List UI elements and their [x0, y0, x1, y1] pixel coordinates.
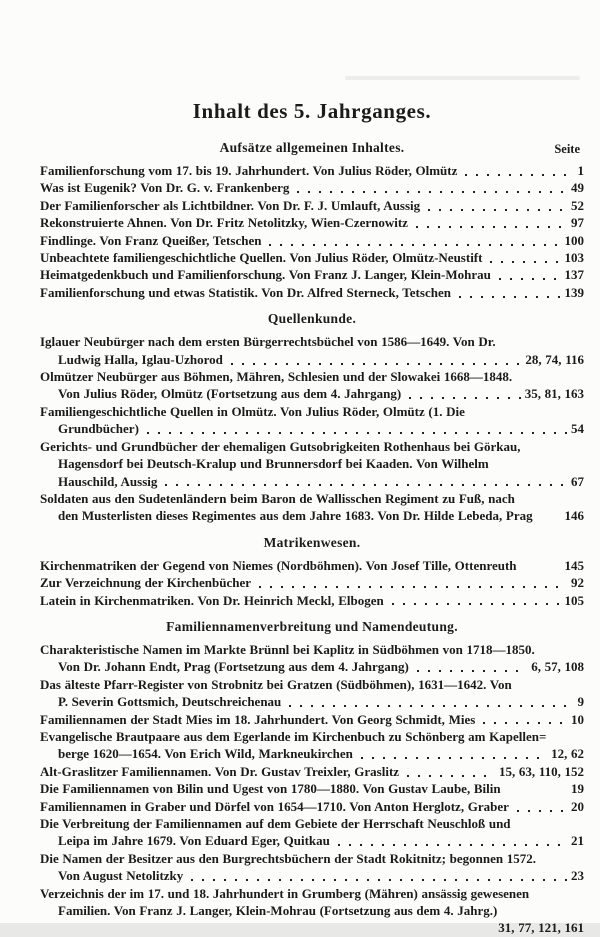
- toc-entry-line: [40, 249, 584, 266]
- entry-text: den Musterlisten dieses Regimentes aus dem Jahre 1683. Von Dr. Hilde Lebeda, Prag: [58, 508, 533, 524]
- page-number: 23: [571, 868, 584, 884]
- entry-text: P. Severin Gottsmich, Deutschreichenau: [58, 694, 282, 710]
- page-number: 28, 74, 116: [525, 351, 584, 367]
- toc-entry-line: [40, 745, 584, 762]
- toc-entry-line: [40, 557, 584, 574]
- dot-leader: [269, 244, 560, 246]
- entry-text: Latein in Kirchenmatriken. Von Dr. Heinrich Meckl, Elbogen: [40, 592, 384, 608]
- page-number: 105: [564, 592, 584, 608]
- dot-leader: [165, 484, 567, 486]
- page-title: Inhalt des 5. Jahrganges.: [192, 99, 432, 123]
- page-number: 100: [564, 232, 584, 248]
- page-number: 137: [564, 267, 584, 283]
- page-number: 15, 63, 110, 152: [499, 763, 584, 779]
- toc-entry-line: Gerichts- und Grundbücher der ehemaligen Gutsobrigkeiten Rothenhaus bei Görkau,: [40, 438, 521, 454]
- page-number: 1: [577, 163, 584, 178]
- toc-entry-line: Soldaten aus den Sudetenländern beim Baron de Wallisschen Regiment zu Fuß, nach: [40, 490, 515, 506]
- dot-leader: [409, 397, 521, 399]
- entry-text: Leipa im Jahre 1679. Von Eduard Eger, Quitkau: [58, 833, 330, 849]
- page-number: 20: [571, 798, 584, 814]
- dot-leader: [392, 603, 561, 605]
- entry-text: Findlinge. Von Franz Queißer, Tetschen: [40, 232, 262, 248]
- toc-entry-line: [40, 574, 584, 591]
- toc-sections: [40, 139, 584, 937]
- section-heading: Matrikenwesen.: [263, 534, 361, 550]
- toc-entry-line: [40, 351, 584, 368]
- toc-entry-line: [40, 832, 584, 849]
- toc-entry-line: [40, 658, 584, 675]
- page-number: 9: [577, 694, 584, 710]
- entry-text: Von Dr. Johann Endt, Prag (Fortsetzung aus dem 4. Jahrgang): [58, 659, 409, 675]
- scan-smudge: [345, 76, 580, 80]
- toc-entry-line: [40, 711, 584, 728]
- dot-leader: [297, 191, 567, 193]
- toc-entry-line: [40, 266, 584, 283]
- page-number: 67: [571, 473, 584, 489]
- page-number: 97: [571, 215, 584, 231]
- entry-text: berge 1620—1654. Von Erich Wild, Markneukirchen: [58, 746, 353, 762]
- toc-entry-pages-line: [40, 919, 584, 936]
- toc-entry-line: [40, 179, 584, 196]
- entry-text: Familienforschung und etwas Statistik. Von Dr. Alfred Sterneck, Tetschen: [40, 284, 451, 300]
- toc-entry-line: Das älteste Pfarr-Register von Strobnitz bei Gratzen (Südböhmen), 1631—1642. Von: [40, 676, 512, 692]
- page-number: 6, 57, 108: [531, 659, 584, 675]
- dot-leader: [483, 722, 567, 724]
- page-number: 19: [571, 781, 584, 797]
- toc-entry-line: [40, 385, 584, 402]
- section-heading: Familiennamenverbreitung und Namendeutung.: [166, 618, 458, 634]
- toc-entry-line: Evangelische Brautpaare aus dem Egerlande im Kirchenbuch zu Schönberg am Kapellen=: [40, 728, 547, 744]
- dot-leader: [417, 670, 527, 672]
- toc-entry-line: [40, 420, 584, 437]
- toc-entry-line: [40, 798, 584, 815]
- page-number: 92: [571, 575, 584, 591]
- section-heading-row: [40, 310, 584, 328]
- dot-leader: [517, 810, 567, 812]
- toc-entry-line: Hagensdorf bei Deutsch-Kralup und Brunnersdorf bei Kaaden. Von Wilhelm: [58, 456, 489, 472]
- page-number: 12, 62: [551, 746, 584, 762]
- section-heading-row: [40, 139, 584, 157]
- entry-text: Familienforschung vom 17. bis 19. Jahrhundert. Von Julius Röder, Olmütz: [40, 163, 458, 178]
- dot-leader: [191, 879, 567, 881]
- dot-leader: [147, 432, 567, 434]
- toc-entry-line: Iglauer Neubürger nach dem ersten Bürgerrechtsbüchel von 1586—1649. Von Dr.: [40, 334, 496, 350]
- entry-text: Grundbücher): [58, 421, 139, 437]
- page-number: 31, 77, 121, 161: [498, 920, 584, 936]
- entry-text: Kirchenmatriken der Gegend von Niemes (Nordböhmen). Von Josef Tille, Ottenreuth: [40, 557, 517, 573]
- page-number: 35, 81, 163: [524, 386, 584, 402]
- toc-entry-line: [40, 693, 584, 710]
- entry-text: Alt-Graslitzer Familiennamen. Von Dr. Gustav Treixler, Graslitz: [40, 763, 400, 779]
- dot-leader: [459, 296, 561, 298]
- toc-entry-line: [40, 473, 584, 490]
- page-number: 49: [571, 180, 584, 196]
- toc-entry-line: Olmützer Neubürger aus Böhmen, Mähren, Schlesien und der Slowakei 1668—1848.: [40, 369, 513, 385]
- dot-leader: [407, 775, 495, 777]
- section-heading-row: [40, 534, 584, 552]
- toc-entry-line: [40, 592, 584, 609]
- toc-entry-line: [40, 232, 584, 249]
- toc-section: [40, 618, 584, 937]
- toc-entry-line: Charakteristische Namen im Markte Brünnl bei Kaplitz in Südböhmen von 1718—1850.: [40, 641, 535, 657]
- toc-entry-line: [40, 780, 584, 797]
- page-number: 52: [571, 197, 584, 213]
- page-column-label: Seite: [554, 142, 580, 156]
- dot-leader: [490, 261, 560, 263]
- page-number: 145: [564, 557, 584, 573]
- entry-text: Rekonstruierte Ahnen. Von Dr. Fritz Netolitzky, Wien-Czernowitz: [40, 215, 408, 231]
- toc-entry-line: [40, 214, 584, 231]
- entry-text: Der Familienforscher als Lichtbildner. Von Dr. F. J. Umlauft, Aussig: [40, 197, 421, 213]
- entry-text: Heimatgedenkbuch und Familienforschung. Von Franz J. Langer, Klein-Mohrau: [40, 267, 491, 283]
- toc-entry-line: [40, 867, 584, 884]
- toc-entry-line: Die Verbreitung der Familiennamen auf dem Gebiete der Herrschaft Neuschloß und: [40, 816, 511, 831]
- toc-section: [40, 534, 584, 609]
- entry-text: Was ist Eugenik? Von Dr. G. v. Frankenberg: [40, 180, 290, 196]
- toc-entry-line: Familien. Von Franz J. Langer, Klein-Mohrau (Fortsetzung aus dem 4. Jahrg.): [58, 903, 498, 919]
- toc-entry-line: [40, 507, 584, 524]
- dot-leader: [465, 174, 573, 176]
- section-heading-row: [40, 618, 584, 636]
- entry-text: Familiennamen der Stadt Mies im 18. Jahrhundert. Von Georg Schmidt, Mies: [40, 711, 476, 727]
- entry-text: Familiennamen in Graber und Dörfel von 1654—1710. Von Anton Herglotz, Graber: [40, 798, 509, 814]
- toc-entry-line: [40, 162, 584, 179]
- page-number: 54: [571, 421, 584, 437]
- page-number: 21: [571, 833, 584, 849]
- toc-entry-line: [40, 284, 584, 301]
- dot-leader: [499, 278, 561, 280]
- section-heading: Aufsätze allgemeinen Inhaltes.: [219, 140, 405, 155]
- entry-text: Unbeachtete familiengeschichtliche Quellen. Von Julius Röder, Olmütz-Neustift: [40, 250, 483, 266]
- entry-text: Hauschild, Aussig: [58, 473, 158, 489]
- dot-leader: [361, 757, 547, 759]
- entry-text: Zur Verzeichnung der Kirchenbücher: [40, 575, 252, 591]
- entry-text: Von Julius Röder, Olmütz (Fortsetzung aus dem 4. Jahrgang): [58, 386, 402, 402]
- toc-section: [40, 310, 584, 524]
- toc-entry-line: Familiengeschichtliche Quellen in Olmütz. Von Julius Röder, Olmütz (1. Die: [40, 403, 465, 419]
- dot-leader: [231, 363, 522, 365]
- page-number: 146: [564, 508, 584, 524]
- toc-entry-line: [40, 197, 584, 214]
- entry-text: Die Familiennamen von Bilin und Ugest von 1780—1880. Von Gustav Laube, Bilin: [40, 781, 501, 797]
- section-heading: Quellenkunde.: [267, 311, 357, 327]
- page-number: 103: [564, 250, 584, 266]
- dot-leader: [259, 586, 567, 588]
- entry-text: Von August Netolitzky: [58, 868, 184, 884]
- dot-leader: [428, 209, 567, 211]
- toc-section: [40, 139, 584, 301]
- toc-entry-line: Die Namen der Besitzer aus den Burgrechtsbüchern der Stadt Rokitnitz; begonnen 1572.: [40, 850, 536, 866]
- page-number: 139: [564, 284, 584, 300]
- entry-text: Ludwig Halla, Iglau-Uzhorod: [58, 351, 223, 367]
- dot-leader: [338, 844, 567, 846]
- page-number: 10: [571, 711, 584, 727]
- dot-leader: [289, 705, 573, 707]
- dot-leader: [416, 226, 567, 228]
- toc-entry-line: [40, 763, 584, 780]
- toc-entry-line: Verzeichnis der im 17. und 18. Jahrhundert in Grumberg (Mähren) ansässig gewesenen: [40, 885, 530, 901]
